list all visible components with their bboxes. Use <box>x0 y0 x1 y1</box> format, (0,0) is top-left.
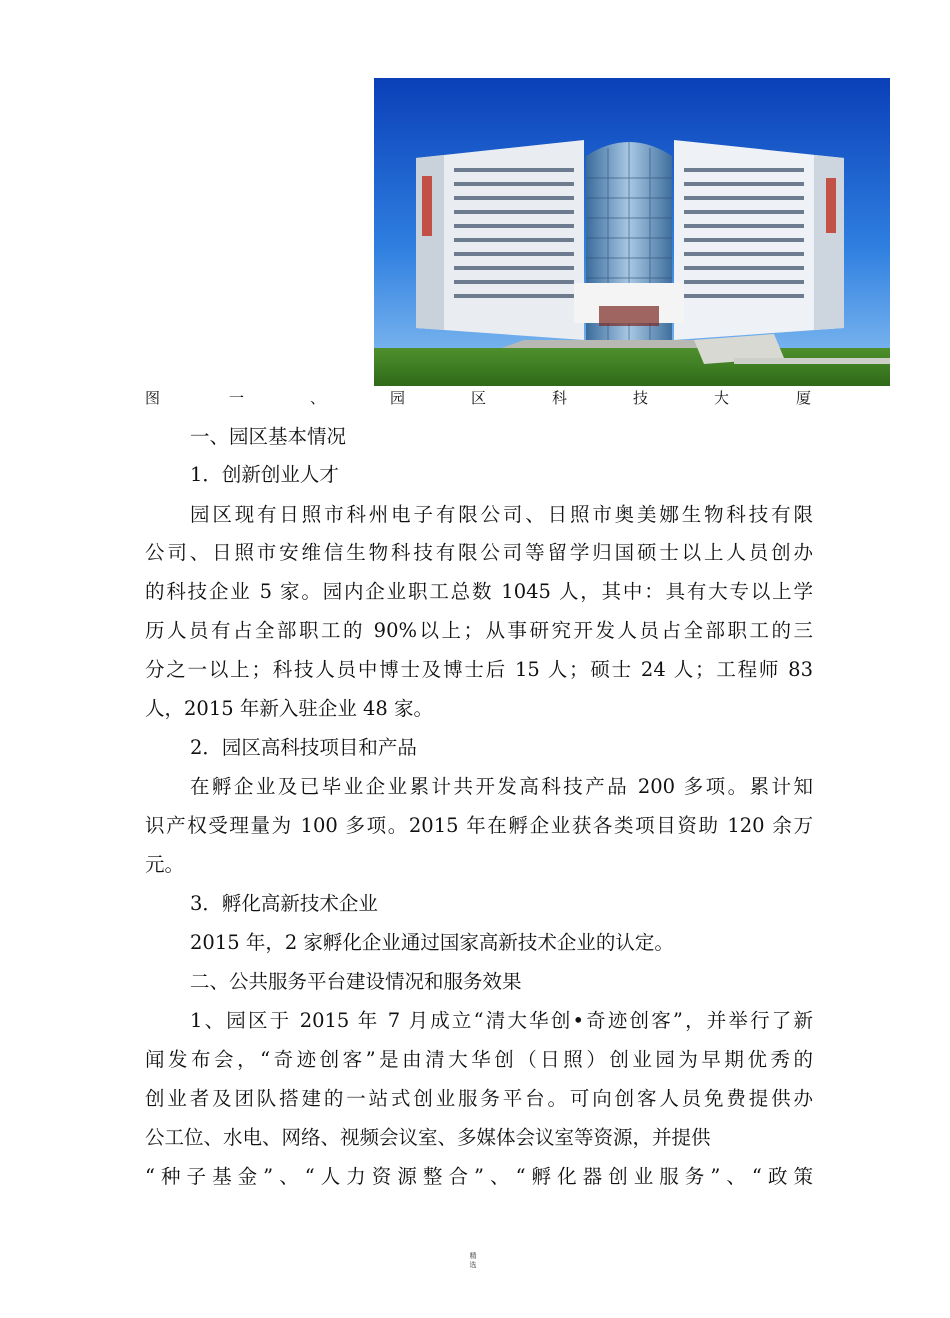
subsection-heading: 2．园区高科技项目和产品 <box>190 736 417 759</box>
paragraph-line: 识产权受理量为 100 多项。2015 年在孵企业获各类项目资助 120 余万 <box>145 814 813 837</box>
section-heading: 一、园区基本情况 <box>190 425 347 448</box>
paragraph-line: 元。 <box>145 853 185 876</box>
caption-char: 园 <box>390 389 406 407</box>
paragraph-line: 公司、日照市安维信生物科技有限公司等留学归国硕士以上人员创办 <box>145 541 813 564</box>
paragraph-line: 历人员有占全部职工的 90%以上；从事研究开发人员占全部职工的三 <box>145 619 813 642</box>
paragraph-line: “种子基金”、“人力资源整合”、“孵化器创业服务”、“政策 <box>145 1165 813 1188</box>
caption-char: 厦 <box>796 389 812 407</box>
paragraph-line: 公工位、水电、网络、视频会议室、多媒体会议室等资源，并提供 <box>145 1126 711 1149</box>
footer-char: 选 <box>469 1261 477 1269</box>
caption-char: 、 <box>310 389 326 407</box>
paragraph-line: 2015 年，2 家孵化企业通过国家高新技术企业的认定。 <box>190 931 674 954</box>
figure-caption <box>0 387 950 409</box>
section-heading: 二、公共服务平台建设情况和服务效果 <box>190 970 522 993</box>
page-footer <box>462 1252 484 1270</box>
caption-char: 区 <box>471 389 487 407</box>
caption-char: 大 <box>714 389 730 407</box>
paragraph-line: 在孵企业及已毕业企业累计共开发高科技产品 200 多项。累计知 <box>190 775 813 798</box>
caption-char: 一 <box>229 389 245 407</box>
subsection-heading: 1．创新创业人才 <box>190 463 339 486</box>
paragraph-line: 创业者及团队搭建的一站式创业服务平台。可向创客人员免费提供办 <box>145 1087 813 1110</box>
subsection-heading: 3．孵化高新技术企业 <box>190 892 378 915</box>
building-illustration <box>374 78 890 386</box>
footer-char: 精 <box>469 1252 477 1260</box>
paragraph-line: 闻发布会，“奇迹创客”是由清大华创（日照）创业园为早期优秀的 <box>145 1048 813 1071</box>
park-building-photo <box>374 78 890 386</box>
caption-char: 技 <box>633 389 649 407</box>
paragraph-line: 人，2015 年新入驻企业 48 家。 <box>145 697 434 720</box>
paragraph-line: 1、园区于 2015 年 7 月成立“清大华创•奇迹创客”，并举行了新 <box>190 1009 813 1032</box>
paragraph-line: 园区现有日照市科州电子有限公司、日照市奥美娜生物科技有限 <box>190 503 813 526</box>
paragraph-line: 的科技企业 5 家。园内企业职工总数 1045 人，其中：具有大专以上学 <box>145 580 813 603</box>
paragraph-line: 分之一以上；科技人员中博士及博士后 15 人；硕士 24 人；工程师 83 <box>145 658 813 681</box>
caption-char: 图 <box>145 389 161 407</box>
caption-char: 科 <box>552 389 568 407</box>
